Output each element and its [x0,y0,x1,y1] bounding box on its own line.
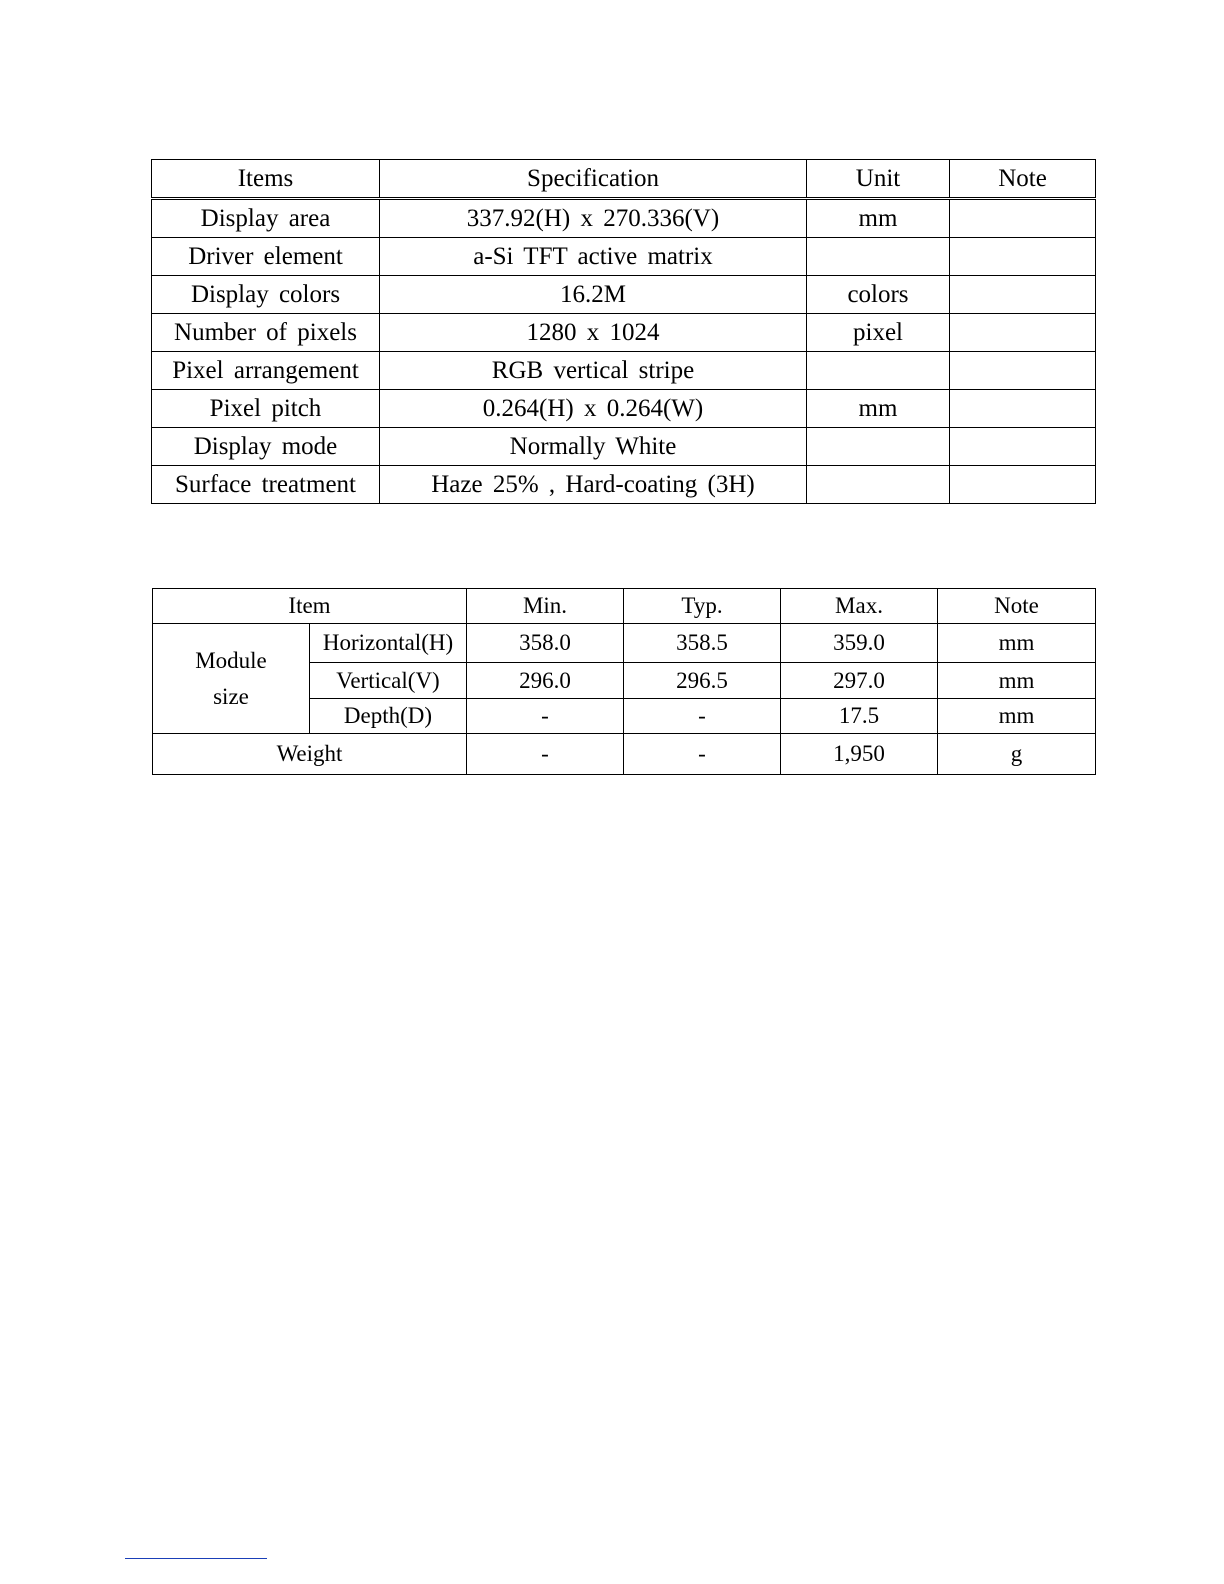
mechanical-dimensions-table [152,588,1096,775]
typ-cell: - [624,734,781,775]
table-row [152,428,1096,466]
table-row [153,734,1096,775]
note-cell [950,314,1096,352]
item-cell: Pixel arrangement [152,352,380,390]
max-cell: 1,950 [781,734,938,775]
unit-cell: mm [807,199,950,238]
header-items: Items [152,160,380,199]
spec-cell: a-Si TFT active matrix [380,238,807,276]
dimension-label: Vertical(V) [310,663,467,699]
item-cell: Driver element [152,238,380,276]
min-cell: - [467,734,624,775]
typ-cell: - [624,699,781,734]
spec-cell: RGB vertical stripe [380,352,807,390]
note-cell [950,466,1096,504]
header-note: Note [938,589,1096,624]
spec-cell: 337.92(H) x 270.336(V) [380,199,807,238]
note-cell [950,199,1096,238]
table-row [152,352,1096,390]
header-max: Max. [781,589,938,624]
note-cell: mm [938,699,1096,734]
typ-cell: 296.5 [624,663,781,699]
item-cell: Pixel pitch [152,390,380,428]
spec-cell: Normally White [380,428,807,466]
table-row [153,624,1096,663]
note-cell: g [938,734,1096,775]
table-row [152,276,1096,314]
item-cell: Display area [152,199,380,238]
typ-cell: 358.5 [624,624,781,663]
specification-table [151,159,1096,504]
note-cell: mm [938,663,1096,699]
unit-cell: colors [807,276,950,314]
dimension-label: Horizontal(H) [310,624,467,663]
unit-cell: pixel [807,314,950,352]
header-specification: Specification [380,160,807,199]
spec-cell: 16.2M [380,276,807,314]
table-row [152,466,1096,504]
item-cell: Surface treatment [152,466,380,504]
spec-cell: 0.264(H) x 0.264(W) [380,390,807,428]
note-cell: mm [938,624,1096,663]
unit-cell [807,352,950,390]
note-cell [950,276,1096,314]
header-note: Note [950,160,1096,199]
item-cell: Number of pixels [152,314,380,352]
item-cell: Display mode [152,428,380,466]
min-cell: - [467,699,624,734]
max-cell: 359.0 [781,624,938,663]
note-cell [950,352,1096,390]
table-row [152,238,1096,276]
spec-cell: 1280 x 1024 [380,314,807,352]
module-size-label: Module size [153,624,310,734]
note-cell [950,428,1096,466]
table-row [152,390,1096,428]
min-cell: 296.0 [467,663,624,699]
note-cell [950,390,1096,428]
dimension-label: Depth(D) [310,699,467,734]
min-cell: 358.0 [467,624,624,663]
spec-cell: Haze 25% , Hard-coating (3H) [380,466,807,504]
unit-cell: mm [807,390,950,428]
table-row [152,199,1096,238]
note-cell [950,238,1096,276]
unit-cell [807,428,950,466]
header-min: Min. [467,589,624,624]
max-cell: 17.5 [781,699,938,734]
header-item: Item [153,589,467,624]
item-cell: Display colors [152,276,380,314]
dim-header-row [153,589,1096,624]
unit-cell [807,466,950,504]
footnote-separator [125,1558,267,1559]
max-cell: 297.0 [781,663,938,699]
spec-header-row [152,160,1096,199]
header-typ: Typ. [624,589,781,624]
table-row [152,314,1096,352]
header-unit: Unit [807,160,950,199]
weight-label: Weight [153,734,467,775]
unit-cell [807,238,950,276]
